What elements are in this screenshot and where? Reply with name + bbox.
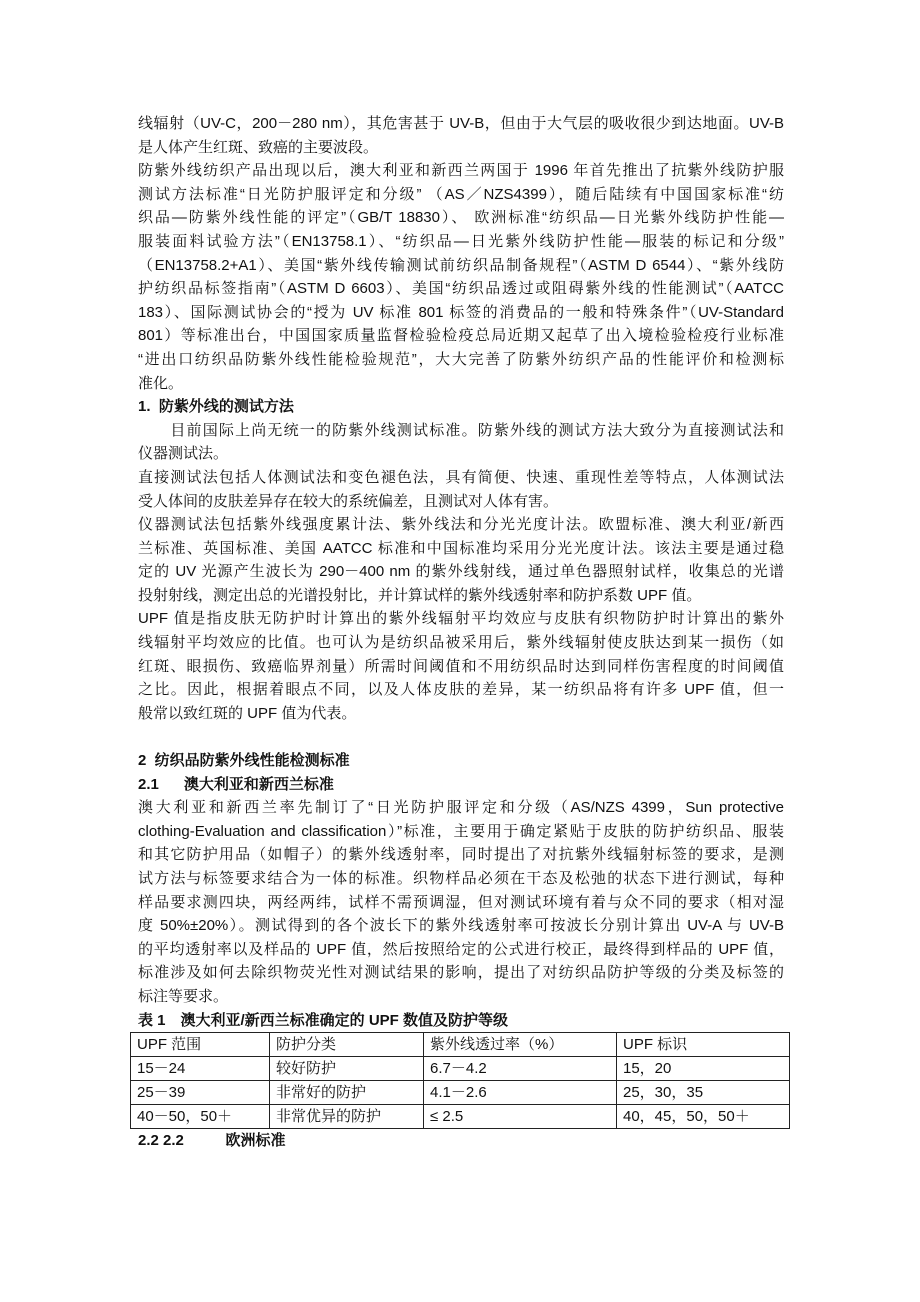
table-cell: 15，20 (617, 1057, 790, 1081)
text-line: clothing-Evaluation and classification）”标准，主要用于确定紧贴于皮肤的防护纺织品、服装 (138, 822, 784, 840)
table-cell: 25，30，35 (617, 1081, 790, 1105)
text-line: 的平均透射率以及样品的 UPF 值，然后按照给定的公式进行校正，最终得到样品的 UPF 值， (138, 940, 784, 958)
paragraph (138, 796, 784, 1008)
table-row (131, 1105, 790, 1129)
text-line: 标准涉及如何去除织物荧光性对测试结果的影响，提出了对纺织品防护等级的分类及标签的 (138, 964, 784, 982)
section-heading-2-2: 2.2 2.2 欧洲标准 (138, 1132, 286, 1150)
table-cell: 40－50，50＋ (131, 1105, 270, 1129)
text-blocks (138, 112, 784, 1009)
text-line: 1. 防紫外线的测试方法 (138, 398, 294, 416)
table-cell: 6.7－4.2 (424, 1057, 617, 1081)
upf-table (130, 1032, 790, 1129)
text-line: （EN13758.2+A1）、美国“紫外线传输测试前纺织品制备规程”（ASTM D 6544）、“紫外线防 (138, 256, 784, 274)
header-cell: 防护分类 (270, 1033, 424, 1057)
table-row (131, 1081, 790, 1105)
header-cell: UPF 标识 (617, 1033, 790, 1057)
paragraph (138, 159, 784, 395)
text-line: 标注等要求。 (138, 987, 229, 1005)
text-line: 2 纺织品防紫外线性能检测标准 (138, 752, 350, 770)
text-line: 线辐射（UV-C，200－280 nm），其危害甚于 UV-B，但由于大气层的吸收很少到达地面。UV-B (138, 115, 784, 132)
text-line: 受人体间的皮肤差异存在较大的系统偏差，且测试对人体有害。 (138, 492, 559, 510)
table-caption: 表 1 澳大利亚/新西兰标准确定的 UPF 数值及防护等级 (138, 1011, 509, 1029)
text-line: 准化。 (138, 374, 184, 392)
text-line: 是人体产生红斑、致癌的主要波段。 (138, 138, 379, 156)
document-body (138, 112, 784, 1153)
table-cell: 非常好的防护 (270, 1081, 424, 1105)
table-cell: 40，45，50，50＋ (617, 1105, 790, 1129)
header-cell: UPF 范围 (131, 1033, 270, 1057)
text-line: 801）等标准出台，中国国家质量监督检验检疫总局近期又起草了出入境检验检疫行业标准 (138, 327, 784, 345)
text-line: 测试方法标准“日光防护服评定和分级” （AS／NZS4399），随后陆续有中国国家标准“纺 (138, 185, 784, 203)
text-line: 护纺织品标签指南”（ASTM D 6603）、美国“纺织品透过或阻碍紫外线的性能测试”（AATCC (138, 280, 784, 298)
text-line: 服装面料试验方法”（EN13758.1）、“纺织品—日光紫外线防护性能—服装的标记和分级” (138, 232, 784, 250)
text-line: 试方法与标签要求结合为一体的标准。织物样品必须在干态及松弛的状态下进行测试，每种 (138, 870, 784, 887)
section-heading (138, 395, 784, 419)
text-line: 度 50%±20%）。测试得到的各个波长下的紫外线透射率可按波长分别计算出 UV-A 与 UV-B (138, 917, 784, 935)
table-cell: 4.1－2.6 (424, 1081, 617, 1105)
table-row (131, 1057, 790, 1081)
table-cell: 15－24 (131, 1057, 270, 1081)
section-heading (138, 773, 784, 797)
text-line: 投射射线，测定出总的光谱投射比，并计算试样的紫外线透射率和防护系数 UPF 值。 (138, 586, 702, 604)
text-line: 般常以致红斑的 UPF 值为代表。 (138, 704, 357, 722)
text-line: 183）、国际测试协会的“授为 UV 标准 801 标签的消费品的一般和特殊条件”（UV-Standard (138, 303, 784, 321)
text-line: 目前国际上尚无统一的防紫外线测试标准。防紫外线的测试方法大致分为直接测试法和 (138, 421, 784, 439)
text-line: 红斑、眼损伤、致癌临界剂量）所需时间阈值和不用纺织品时达到同样伤害程度的时间阈值 (138, 657, 784, 675)
section-heading (138, 749, 784, 773)
table-cell: 较好防护 (270, 1057, 424, 1081)
header-cell: 紫外线透过率（%） (424, 1033, 617, 1057)
text-line: 和其它防护用品（如帽子）的紫外线透射率，同时提出了对抗紫外线辐射标签的要求，是测 (138, 846, 784, 864)
table-cell: ≤ 2.5 (424, 1105, 617, 1129)
blank-line (138, 725, 784, 749)
text-line: 样品要求测四块，两经两纬，试样不需预调湿，但对测试环境有着与众不同的要求（相对湿 (138, 893, 784, 911)
table-header-row (131, 1033, 790, 1057)
paragraph (138, 466, 784, 513)
paragraph (138, 607, 784, 725)
text-line: 定的 UV 光源产生波长为 290－400 nm 的紫外线射线，通过单色器照射试样，收集总的光谱 (138, 563, 784, 581)
text-line: 仪器测试法包括紫外线强度累计法、紫外线法和分光光度计法。欧盟标准、澳大利亚/新西 (138, 516, 784, 534)
text-line: 2.1 澳大利亚和新西兰标准 (138, 775, 334, 793)
text-line: 兰标准、英国标准、美国 AATCC 标准和中国标准均采用分光光度计法。该法主要是通过稳 (138, 539, 784, 557)
table-cell: 非常优异的防护 (270, 1105, 424, 1129)
text-line: “进出口纺织品防紫外线性能检验规范”，大大完善了防紫外纺织产品的性能评价和检测标 (138, 350, 784, 368)
text-line: 防紫外线纺织产品出现以后，澳大利亚和新西兰两国于 1996 年首先推出了抗紫外线防护服 (138, 162, 784, 180)
text-line: 之比。因此，根据着眼点不同，以及人体皮肤的差异，某一纺织品将有许多 UPF 值，但一 (138, 681, 784, 699)
text-line: 直接测试法包括人体测试法和变色褪色法，具有简便、快速、重现性差等特点，人体测试法 (138, 468, 784, 486)
text-line: 线辐射平均效应的比值。也可认为是纺织品被采用后，紫外线辐射使皮肤达到某一损伤（如 (138, 634, 784, 652)
paragraph (138, 112, 784, 159)
text-line: 仪器测试法。 (138, 445, 229, 463)
paragraph (138, 513, 784, 607)
text-line: 织品—防紫外线性能的评定”（GB/T 18830）、 欧洲标准“纺织品—日光紫外线防护性能— (138, 209, 784, 227)
table-cell: 25－39 (131, 1081, 270, 1105)
paragraph (138, 419, 784, 466)
text-line: 澳大利亚和新西兰率先制订了“日光防护服评定和分级（AS/NZS 4399，Sun protective (138, 799, 784, 817)
text-line: UPF 值是指皮肤无防护时计算出的紫外线辐射平均效应与皮肤有织物防护时计算出的紫外 (138, 610, 784, 628)
